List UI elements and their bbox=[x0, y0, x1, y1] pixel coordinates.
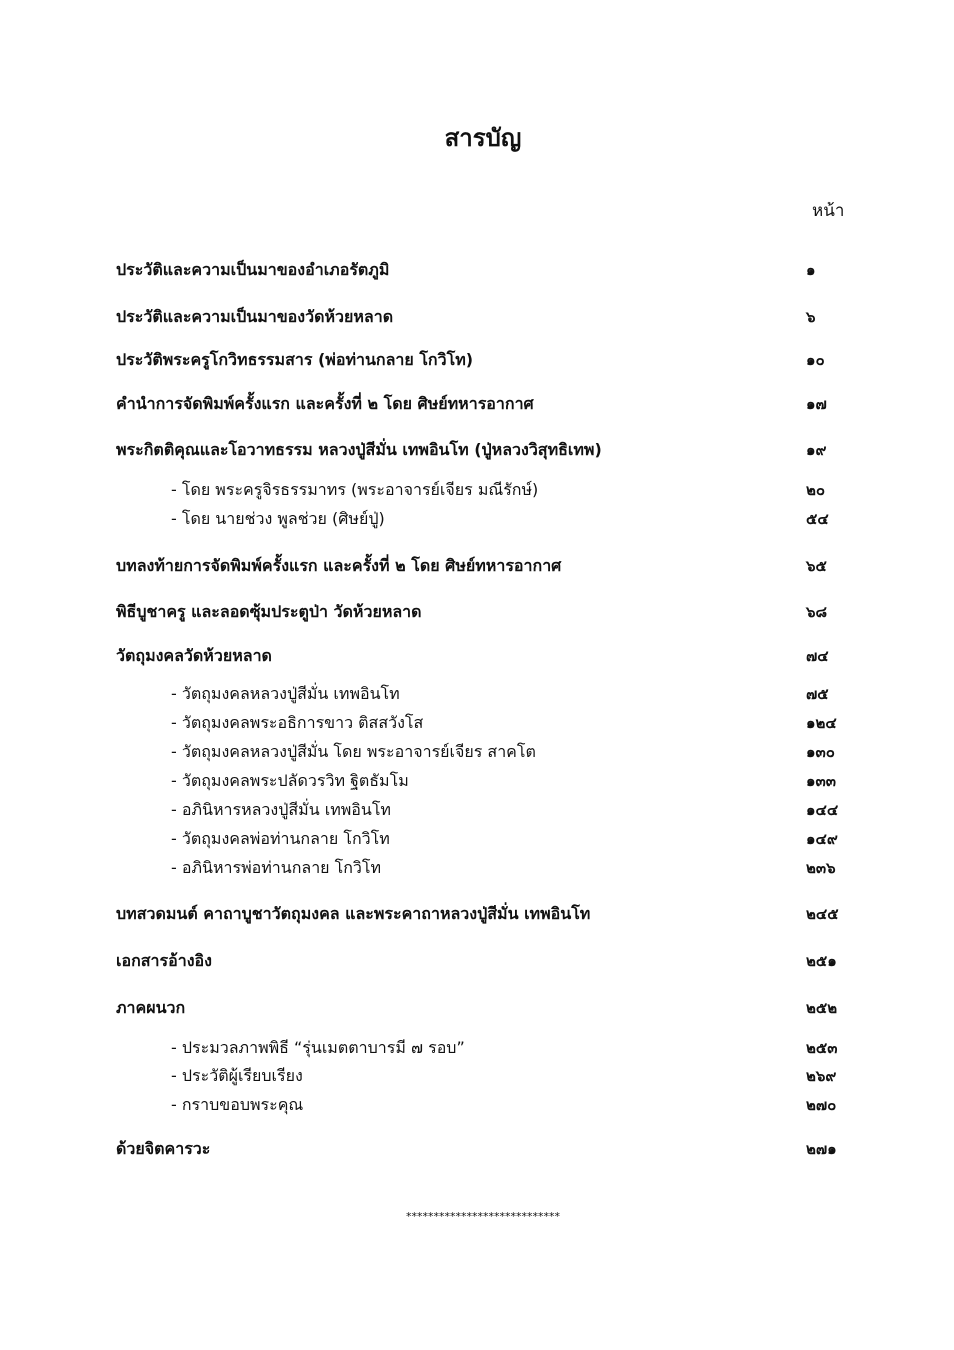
toc-entry-page: ๖๘ bbox=[806, 603, 828, 621]
toc-subentry bbox=[0, 795, 954, 825]
toc-entry bbox=[0, 435, 954, 465]
toc-entry-page: ๕๔ bbox=[806, 510, 829, 528]
toc-entry-page: ๒๕๓ bbox=[806, 1039, 838, 1057]
toc-entry-label: เอกสารอ้างอิง bbox=[116, 951, 212, 970]
toc-subentry bbox=[0, 1033, 954, 1063]
toc-entry-label: - กราบขอบพระคุณ bbox=[171, 1095, 304, 1114]
toc-subentry bbox=[0, 475, 954, 505]
toc-subentry bbox=[0, 766, 954, 796]
toc-entry-page: ๒๐ bbox=[806, 481, 826, 499]
toc-entry-label: - ประวัติผู้เรียบเรียง bbox=[171, 1066, 303, 1085]
toc-entry-page: ๑ bbox=[806, 261, 816, 279]
toc-entry-page: ๒๕๑ bbox=[806, 952, 837, 970]
toc-entry bbox=[0, 255, 954, 285]
toc-subentry bbox=[0, 708, 954, 738]
toc-entry-label: พระกิตติคุณและโอวาทธรรม หลวงปู่สีมั่น เทพอินโท (ปู่หลวงวิสุทธิเทพ) bbox=[116, 440, 602, 459]
toc-entry-page: ๒๕๒ bbox=[806, 999, 838, 1017]
toc-entry-label: ประวัติและความเป็นมาของอำเภอรัตภูมิ bbox=[116, 260, 390, 279]
toc-entry-label: ภาคผนวก bbox=[116, 998, 186, 1017]
toc-entry-label: วัตถุมงคลวัดห้วยหลาด bbox=[116, 646, 272, 665]
toc-entry-label: บทสวดมนต์ คาถาบูชาวัตถุมงคล และพระคาถาหลวงปู่สีมั่น เทพอินโท bbox=[116, 904, 591, 923]
toc-subentry bbox=[0, 1061, 954, 1091]
toc-entry-label: - วัตถุมงคลหลวงปู่สีมั่น เทพอินโท bbox=[171, 684, 400, 703]
toc-subentry bbox=[0, 1090, 954, 1120]
toc-entry bbox=[0, 899, 954, 929]
toc-entry-label: - วัตถุมงคลพ่อท่านกลาย โกวิโท bbox=[171, 829, 390, 848]
toc-entry-page: ๑๒๔ bbox=[806, 714, 837, 732]
toc-entry-label: - โดย นายช่วง พูลช่วย (ศิษย์ปู่) bbox=[171, 509, 385, 528]
toc-entry bbox=[0, 641, 954, 671]
toc-subentry bbox=[0, 737, 954, 767]
toc-entry-label: - วัตถุมงคลพระปลัดวรวิท ฐิตธัมโม bbox=[171, 771, 409, 790]
toc-entry-label: - ประมวลภาพพิธี “รุ่นเมตตาบารมี ๗ รอบ” bbox=[171, 1038, 465, 1057]
toc-entry bbox=[0, 1134, 954, 1164]
toc-entry-page: ๑๔๔ bbox=[806, 801, 839, 819]
toc-entry-page: ๖๕ bbox=[806, 557, 827, 575]
toc-entry bbox=[0, 946, 954, 976]
toc-entry bbox=[0, 389, 954, 419]
footer-separator: **************************** bbox=[406, 1210, 560, 1223]
toc-subentry bbox=[0, 504, 954, 534]
toc-entry-page: ๒๓๖ bbox=[806, 859, 836, 877]
toc-entry-page: ๖ bbox=[806, 308, 816, 326]
toc-entry bbox=[0, 551, 954, 581]
toc-entry-page: ๒๗๐ bbox=[806, 1096, 837, 1114]
toc-entry-page: ๑๓๓ bbox=[806, 772, 837, 790]
toc-entry bbox=[0, 302, 954, 332]
toc-entry-label: - อภินิหารหลวงปู่สีมั่น เทพอินโท bbox=[171, 800, 391, 819]
toc-entry-label: บทลงท้ายการจัดพิมพ์ครั้งแรก และครั้งที่ ๒ โดย ศิษย์ทหารอากาศ bbox=[116, 556, 562, 575]
toc-subentry bbox=[0, 824, 954, 854]
toc-entry-page: ๒๖๙ bbox=[806, 1067, 837, 1085]
toc-entry-label: - โดย พระครูจิรธรรมาทร (พระอาจารย์เจียร มณีรักษ์) bbox=[171, 480, 539, 499]
toc-entry-label: คำนำการจัดพิมพ์ครั้งแรก และครั้งที่ ๒ โดย ศิษย์ทหารอากาศ bbox=[116, 394, 534, 413]
toc-entry-label: พิธีบูชาครู และลอดซุ้มประตูป่า วัดห้วยหลาด bbox=[116, 602, 422, 621]
toc-entry-page: ๑๔๙ bbox=[806, 830, 838, 848]
toc-entry bbox=[0, 345, 954, 375]
toc-entry-page: ๑๓๐ bbox=[806, 743, 835, 761]
toc-entry-page: ๑๗ bbox=[806, 395, 827, 413]
page-column-header: หน้า bbox=[812, 201, 845, 221]
page-title: สารบัญ bbox=[444, 124, 522, 152]
toc-entry-label: - วัตถุมงคลหลวงปู่สีมั่น โดย พระอาจารย์เจียร สาคโต bbox=[171, 742, 536, 761]
toc-entry-page: ๗๔ bbox=[806, 647, 829, 665]
toc-entry bbox=[0, 993, 954, 1023]
toc-subentry bbox=[0, 679, 954, 709]
toc-entry-label: ด้วยจิตคารวะ bbox=[116, 1139, 211, 1158]
toc-subentry bbox=[0, 853, 954, 883]
toc-entry-label: - วัตถุมงคลพระอธิการขาว ติสสวังโส bbox=[171, 713, 424, 732]
toc-entry-page: ๑๙ bbox=[806, 441, 827, 459]
toc-entry-label: ประวัติพระครูโกวิทธรรมสาร (พ่อท่านกลาย โกวิโท) bbox=[116, 350, 474, 369]
toc-entry-label: - อภินิหารพ่อท่านกลาย โกวิโท bbox=[171, 858, 382, 877]
toc-entry bbox=[0, 597, 954, 627]
toc-entry-page: ๒๗๑ bbox=[806, 1140, 837, 1158]
toc-entry-page: ๗๕ bbox=[806, 685, 829, 703]
toc-entry-page: ๒๔๕ bbox=[806, 905, 839, 923]
toc-entry-label: ประวัติและความเป็นมาของวัดห้วยหลาด bbox=[116, 307, 394, 326]
toc-entry-page: ๑๐ bbox=[806, 351, 825, 369]
